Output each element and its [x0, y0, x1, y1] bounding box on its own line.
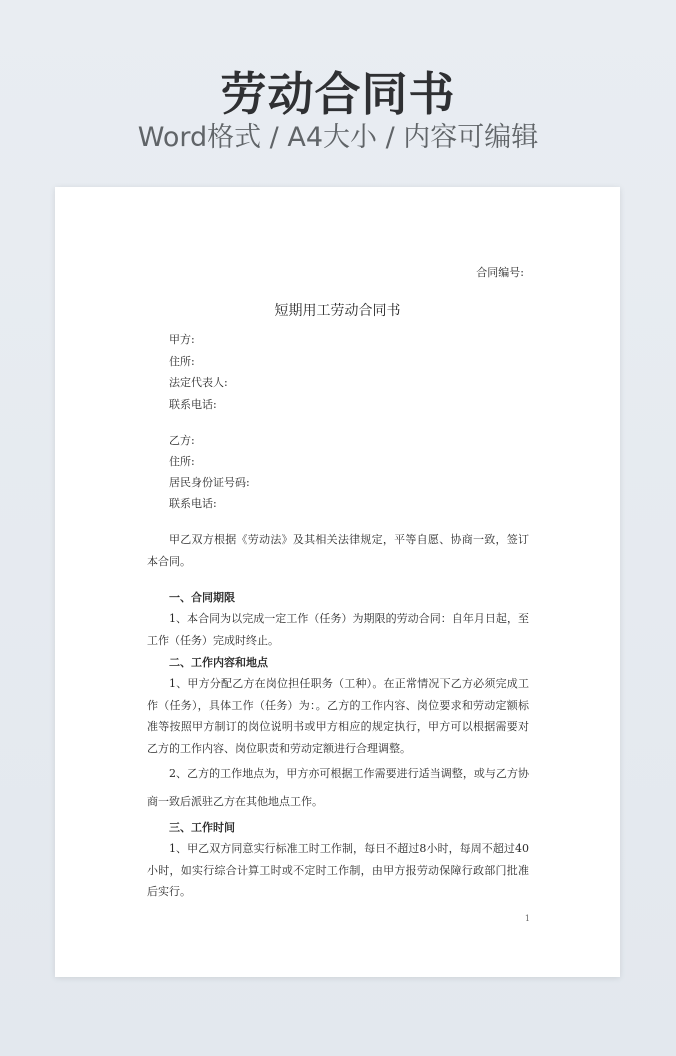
- banner-title: 劳动合同书: [220, 67, 456, 121]
- party-a-phone-label: 联系电话:: [169, 398, 217, 411]
- document-title: 短期用工劳动合同书: [274, 303, 401, 319]
- section-heading-work-content: 二、工作内容和地点: [169, 656, 268, 669]
- section-term-paragraph: 1、本合同为以完成一定工作（任务）为期限的劳动合同：自年月日起，至工作（任务）完成时终止。: [147, 612, 529, 647]
- party-b-address-label: 住所:: [169, 455, 195, 468]
- party-a-rep-label: 法定代表人:: [169, 376, 228, 389]
- section-work-hours-paragraph: 1、甲乙双方同意实行标准工时工作制，每日不超过8小时，每周不超过40小时，如实行综合计算工时或不定时工作制，由甲方报劳动保障行政部门批准后实行。: [147, 842, 529, 898]
- document-body: [55, 187, 620, 977]
- party-b-name-label: 乙方:: [169, 434, 195, 447]
- party-a-address-label: 住所:: [169, 355, 195, 368]
- section-heading-term: 一、合同期限: [169, 591, 235, 604]
- page-number: 1: [524, 914, 530, 923]
- section-work-content-paragraph-2: 2、乙方的工作地点为，甲方亦可根据工作需要进行适当调整，或与乙方协商一致后派驻乙方在其他地点工作。: [147, 767, 529, 808]
- document-page: [55, 187, 620, 977]
- section-heading-work-hours: 三、工作时间: [169, 821, 235, 834]
- preamble-paragraph: 甲乙双方根据《劳动法》及其相关法律规定，平等自愿、协商一致，签订本合同。: [147, 533, 529, 568]
- contract-number-label: 合同编号:: [476, 266, 524, 279]
- section-work-content-paragraph-1: 1、甲方分配乙方在岗位担任职务（工种）。在正常情况下乙方必须完成工作（任务），具体工作（任务）为：。乙方的工作内容、岗位要求和劳动定额标准等按照甲方制订的岗位说明书或甲方相应的规定执行，甲方可以根据需要对乙方的工作内容、岗位职责和劳动定额进行合理调整。: [147, 677, 529, 755]
- party-b-phone-label: 联系电话:: [169, 497, 217, 510]
- banner-subtitle: Word格式 / A4大小 / 内容可编辑: [137, 122, 539, 153]
- party-b-id-label: 居民身份证号码:: [169, 476, 250, 489]
- party-a-name-label: 甲方:: [169, 333, 195, 346]
